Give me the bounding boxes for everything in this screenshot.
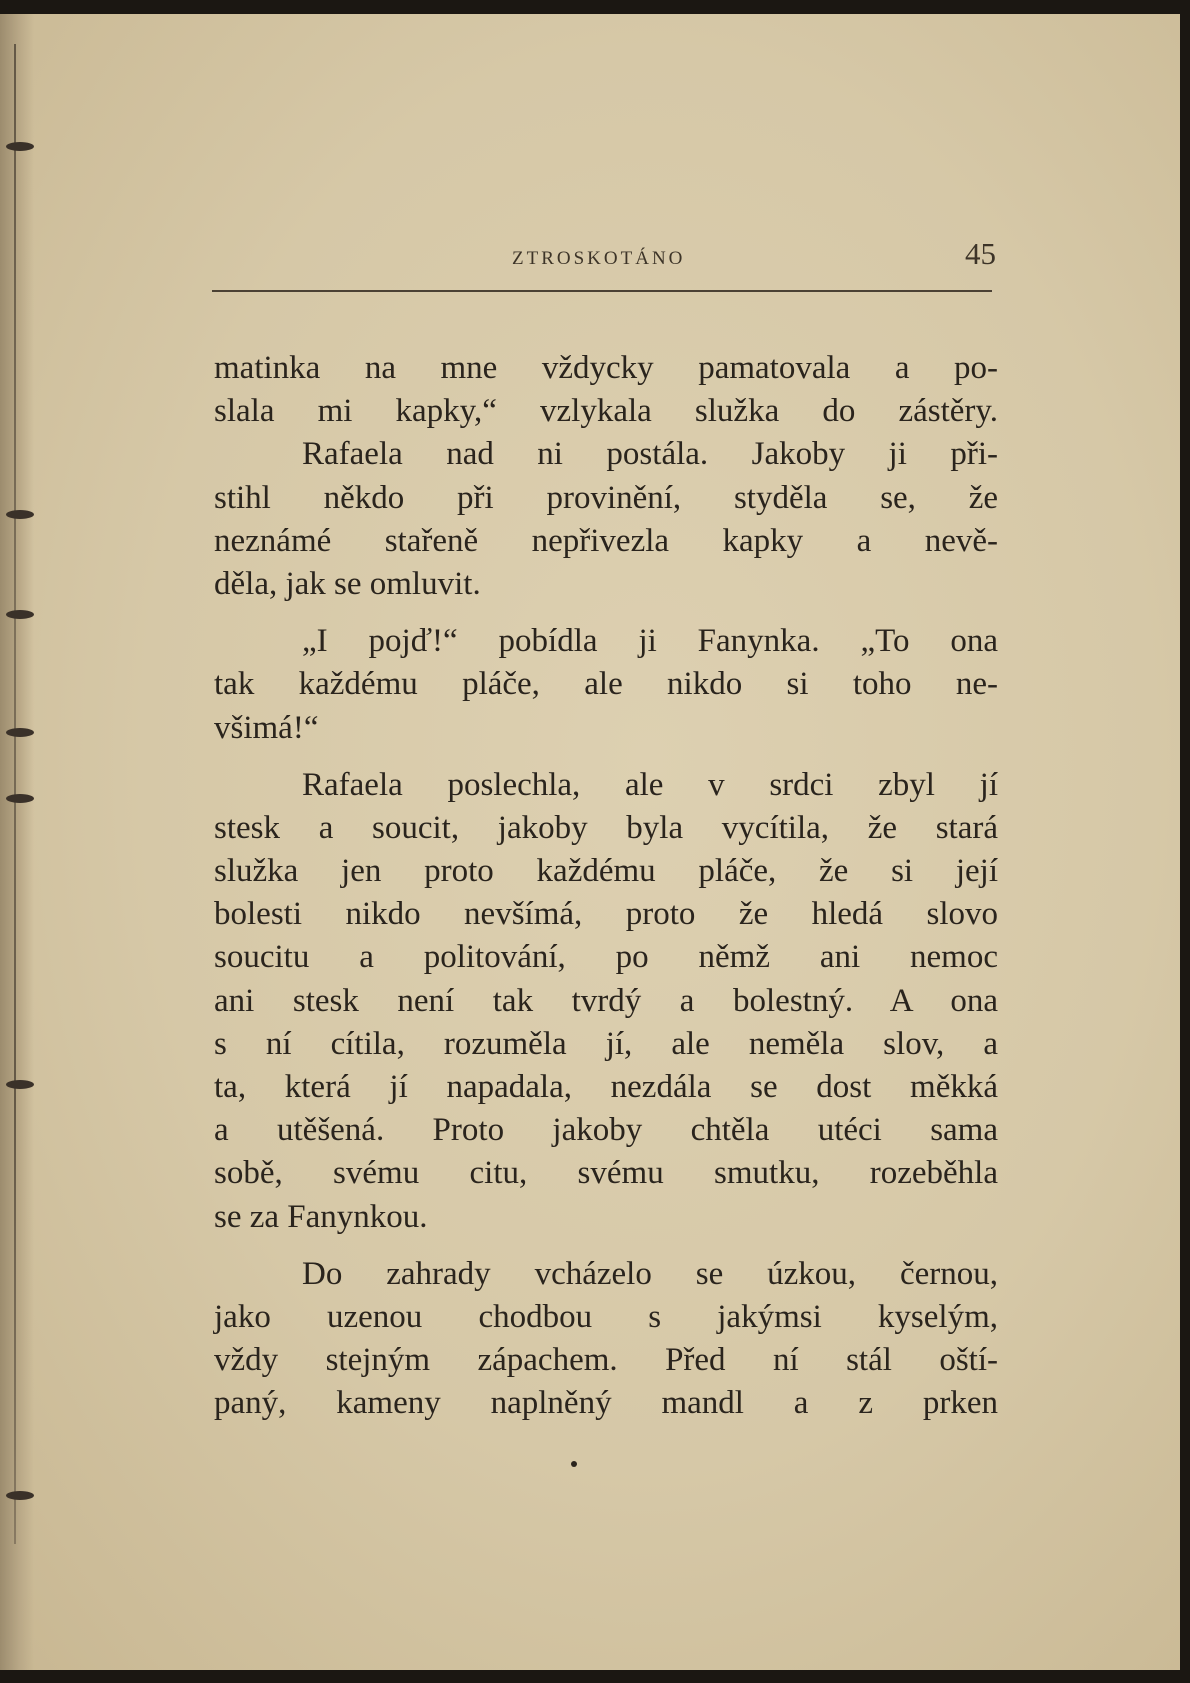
text-line: stihl někdo při provinění, styděla se, že: [214, 479, 998, 516]
text-line: Rafaela nad ni postála. Jakoby ji při-: [302, 436, 998, 473]
text-line: a utěšená. Proto jakoby chtěla utéci sama: [214, 1112, 998, 1149]
text-line: jako uzenou chodbou s jakýmsi kyselým,: [214, 1298, 998, 1335]
binding-stitch: [6, 510, 34, 519]
text-line: soucitu a politování, po němž ani nemoc: [214, 939, 998, 976]
binding-stitch: [6, 794, 34, 803]
body-text: [214, 347, 998, 1426]
page-header: [212, 236, 996, 272]
text-line: sobě, svému citu, svému smutku, rozeběhla: [214, 1155, 998, 1192]
paragraph: [214, 620, 998, 750]
binding-stitch: [6, 1491, 34, 1500]
text-line: tak každému pláče, ale nikdo si toho ne-: [214, 666, 998, 703]
print-speck: [571, 1461, 577, 1467]
text-line: stesk a soucit, jakoby byla vycítila, že stará: [214, 809, 998, 846]
text-line: služka jen proto každému pláče, že si její: [214, 853, 998, 890]
paragraph: [214, 764, 998, 1239]
text-line: Rafaela poslechla, ale v srdci zbyl jí: [302, 766, 998, 803]
paragraph: [214, 347, 998, 433]
binding-stitch: [6, 728, 34, 737]
binding-stitch: [6, 1080, 34, 1089]
paragraph: [214, 1253, 998, 1426]
text-line: Do zahrady vcházelo se úzkou, černou,: [302, 1255, 998, 1292]
text-line: neznámé stařeně nepřivezla kapky a nevě-: [214, 522, 998, 559]
text-line: se za Fanynkou.: [214, 1198, 428, 1235]
page-gutter: [0, 14, 34, 1670]
text-line: ta, která jí napadala, nezdála se dost měkká: [214, 1069, 998, 1105]
text-line: matinka na mne vždycky pamatovala a po-: [214, 350, 998, 386]
text-line: vždy stejným zápachem. Před ní stál oští-: [214, 1342, 998, 1379]
text-line: paný, kameny naplněný mandl a z prken: [214, 1385, 998, 1422]
text-line: „I pojď!“ pobídla ji Fanynka. „To ona: [302, 623, 998, 660]
text-line: všimá!“: [214, 709, 319, 746]
text-line: s ní cítila, rozuměla jí, ale neměla slov, a: [214, 1025, 998, 1062]
text-line: slala mi kapky,“ vzlykala služka do zástěry.: [214, 393, 998, 430]
header-rule: [212, 290, 992, 292]
binding-stitch: [6, 610, 34, 619]
page-number: 45: [965, 236, 996, 271]
text-line: ani stesk není tak tvrdý a bolestný. A ona: [214, 982, 998, 1019]
running-title: ZTROSKOTÁNO: [512, 248, 686, 269]
text-line: bolesti nikdo nevšímá, proto že hledá slovo: [214, 896, 998, 933]
binding-stitch: [6, 142, 34, 151]
paragraph: [214, 433, 998, 606]
text-line: děla, jak se omluvit.: [214, 565, 481, 602]
